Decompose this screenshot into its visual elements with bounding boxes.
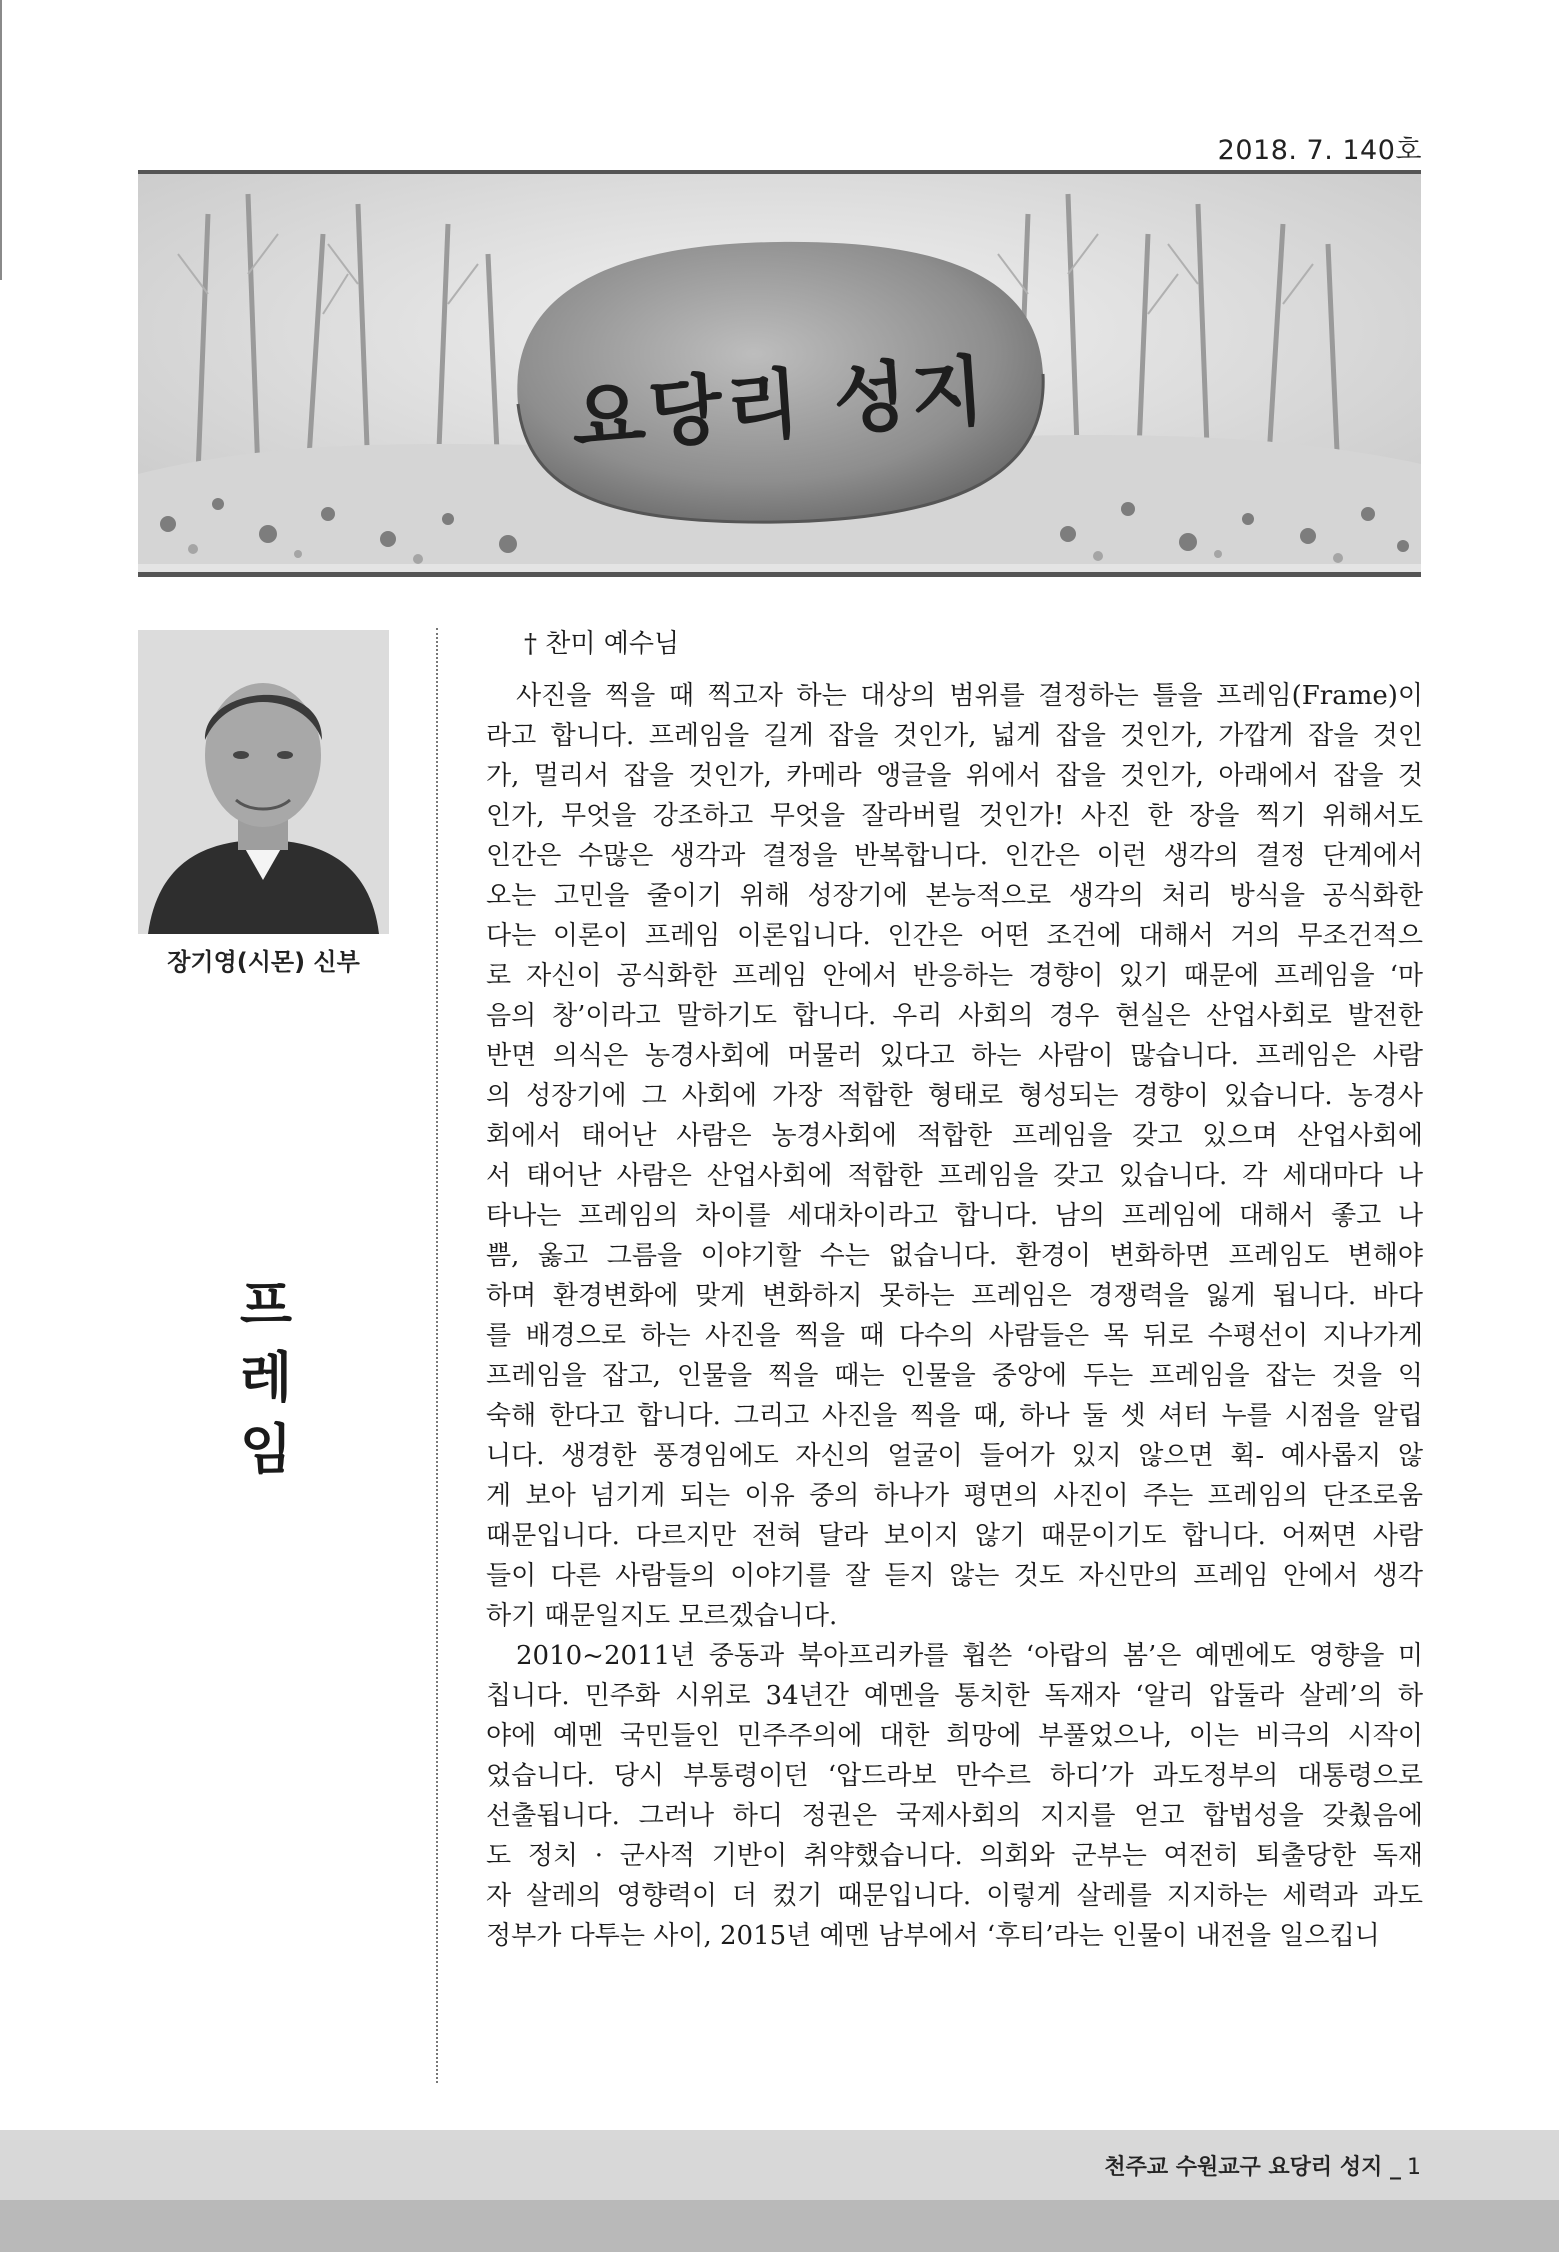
title-char: 임 (239, 1418, 293, 1481)
text-line: 정부가 다투는 사이, 2015년 예멘 남부에서 ‘후티’라는 인물이 내전을 일으킵니 (486, 1921, 1380, 1951)
dotted-divider (436, 628, 438, 2083)
text-line: 라고 합니다. 프레임을 길게 잡을 것인가, 넓게 잡을 것인가, 가깝게 잡을 것인 (486, 721, 1423, 751)
page-number: 1 (1407, 2155, 1421, 2180)
text-line: 야에 예멘 국민들인 민주주의에 대한 희망에 부풀었으나, 이는 비극의 시작이 (486, 1721, 1423, 1751)
text-line: 숙해 한다고 합니다. 그리고 사진을 찍을 때, 하나 둘 셋 셔터 누를 시점을 알립 (486, 1401, 1423, 1431)
issue-number: 2018. 7. 140호 (1217, 135, 1422, 166)
text-line: 칩니다. 민주화 시위로 34년간 예멘을 통치한 독재자 ‘알리 압둘라 살레’의 하 (486, 1681, 1423, 1711)
text-line: 2010~2011년 중동과 북아프리카를 휩쓴 ‘아랍의 봄’은 예멘에도 영향을 미 (516, 1641, 1423, 1671)
title-char: 프 (239, 1274, 293, 1337)
title-char: 레 (239, 1346, 293, 1409)
text-line: 다는 이론이 프레임 이론입니다. 인간은 어떤 조건에 대해서 거의 무조건적으 (486, 921, 1423, 951)
author-photo (138, 630, 389, 934)
text-line: 오는 고민을 줄이기 위해 성장기에 본능적으로 생각의 처리 방식을 공식화한 (486, 881, 1423, 911)
text-line: 서 태어난 사람은 산업사회에 적합한 프레임을 갖고 있습니다. 각 세대마다 나 (486, 1161, 1423, 1191)
text-line: 인가, 무엇을 강조하고 무엇을 잘라버릴 것인가! 사진 한 장을 찍기 위해서도 (486, 801, 1423, 831)
footer (1104, 2150, 1421, 2181)
text-line: 사진을 찍을 때 찍고자 하는 대상의 범위를 결정하는 틀을 프레임(Frame)이 (516, 681, 1423, 711)
text-line: 게 보아 넘기게 되는 이유 중의 하나가 평면의 사진이 주는 프레임의 단조로움 (486, 1481, 1423, 1511)
margin-rule (0, 0, 2, 280)
text-line: 니다. 생경한 풍경임에도 자신의 얼굴이 들어가 있지 않으면 휙- 예사롭지 않 (486, 1441, 1423, 1471)
text-line: 프레임을 잡고, 인물을 찍을 때는 인물을 중앙에 두는 프레임을 잡는 것을 익 (486, 1361, 1423, 1391)
text-line: 타나는 프레임의 차이를 세대차이라고 합니다. 남의 프레임에 대해서 좋고 나 (486, 1201, 1423, 1231)
text-line: 회에서 태어난 사람은 농경사회에 적합한 프레임을 갖고 있으며 산업사회에 (486, 1121, 1423, 1151)
text-line: 가, 멀리서 잡을 것인가, 카메라 앵글을 위에서 잡을 것인가, 아래에서 잡을 것 (486, 761, 1423, 791)
text-line: 하기 때문일지도 모르겠습니다. (486, 1601, 838, 1631)
vertical-title (236, 1270, 296, 1486)
text-line: 때문입니다. 다르지만 전혀 달라 보이지 않기 때문이기도 합니다. 어쩌면 사람 (486, 1521, 1423, 1551)
text-line: 도 정치 · 군사적 기반이 취약했습니다. 의회와 군부는 여전히 퇴출당한 독재 (486, 1841, 1423, 1871)
portrait-image (138, 630, 389, 934)
author-name: 장기영(시몬) 신부 (167, 948, 360, 976)
banner-image (138, 170, 1421, 577)
text-line: 쁨, 옳고 그름을 이야기할 수는 없습니다. 환경이 변화하면 프레임도 변해야 (486, 1241, 1423, 1271)
text-line: 로 자신이 공식화한 프레임 안에서 반응하는 경향이 있기 때문에 프레임을 ‘마 (486, 961, 1423, 991)
text-line: 들이 다른 사람들의 이야기를 잘 듣지 않는 것도 자신만의 프레임 안에서 생각 (486, 1561, 1423, 1591)
greeting: † 찬미 예수님 (524, 629, 680, 659)
article-lines (486, 676, 1423, 1956)
text-line: 하며 환경변화에 맞게 변화하지 못하는 프레임은 경쟁력을 잃게 됩니다. 바다 (486, 1281, 1423, 1311)
text-line: 자 살레의 영향력이 더 컸기 때문입니다. 이렇게 살레를 지지하는 세력과 과도 (486, 1881, 1423, 1911)
text-line: 인간은 수많은 생각과 결정을 반복합니다. 인간은 이런 생각의 결정 단계에서 (486, 841, 1423, 871)
banner-title: 요당리 성지 (568, 345, 992, 464)
text-line: 를 배경으로 하는 사진을 찍을 때 다수의 사람들은 목 뒤로 수평선이 지나가게 (486, 1321, 1423, 1351)
text-line: 반면 의식은 농경사회에 머물러 있다고 하는 사람이 많습니다. 프레임은 사람 (486, 1041, 1423, 1071)
text-line: 음의 창’이라고 말하기도 합니다. 우리 사회의 경우 현실은 산업사회로 발전한 (486, 1001, 1423, 1031)
text-line: 었습니다. 당시 부통령이던 ‘압드라보 만수르 하디’가 과도정부의 대통령으로 (486, 1761, 1423, 1791)
article-body (486, 624, 1423, 1956)
text-line: 의 성장기에 그 사회에 가장 적합한 형태로 형성되는 경향이 있습니다. 농경사 (486, 1081, 1423, 1111)
footer-band-lower (0, 2200, 1559, 2252)
publication-name: 천주교 수원교구 요당리 성지 _ (1104, 2155, 1401, 2180)
text-line: 선출됩니다. 그러나 하디 정권은 국제사회의 지지를 얻고 합법성을 갖췄음에 (486, 1801, 1423, 1831)
